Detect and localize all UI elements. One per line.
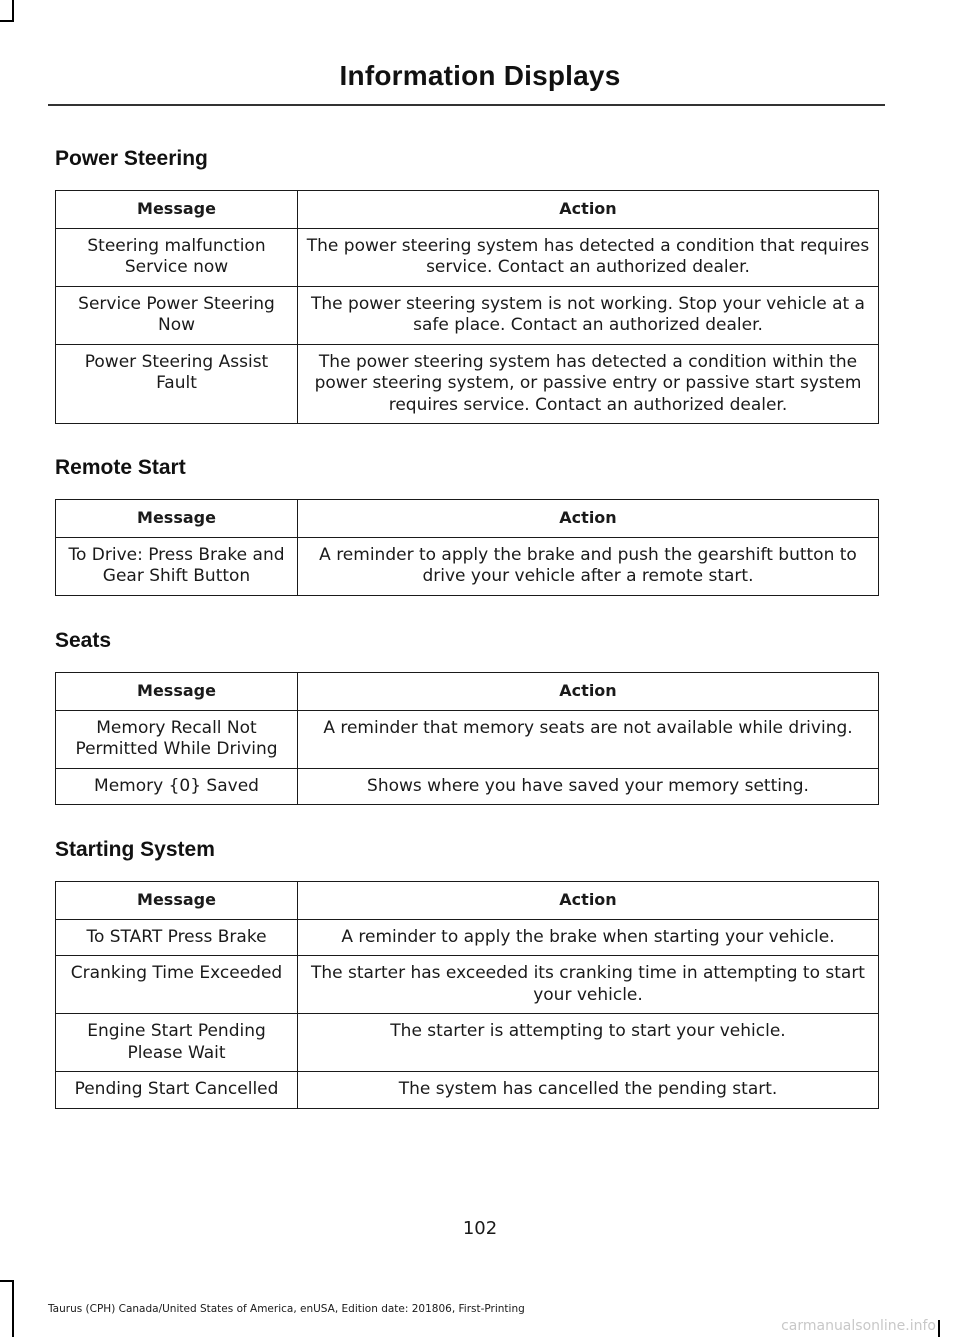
messages-table [55, 672, 879, 805]
table-row [56, 344, 879, 424]
message-cell: Pending Start Cancelled [56, 1072, 298, 1109]
crop-mark-bottom-right-vertical [938, 1320, 940, 1337]
section-title: Power Steering [55, 147, 208, 170]
message-cell: Cranking Time Exceeded [56, 956, 298, 1014]
section-starting-system [55, 834, 878, 1099]
action-cell: The power steering system has detected a condition within the power steering system, or passive entry or passive start system requires service. Contact an authorized dealer. [298, 344, 879, 424]
section-seats [55, 625, 878, 796]
column-header-message: Message [56, 191, 298, 229]
crop-mark-bottom-left-vertical [12, 1280, 14, 1337]
crop-mark-bottom-left-horizontal [0, 1280, 14, 1282]
messages-table [55, 881, 879, 1109]
table-row [56, 1014, 879, 1072]
table-row [56, 919, 879, 956]
table-row [56, 228, 879, 286]
column-header-action: Action [298, 191, 879, 229]
page-number: 102 [462, 1218, 498, 1239]
column-header-message: Message [56, 500, 298, 538]
table-row [56, 1072, 879, 1109]
action-cell: Shows where you have saved your memory setting. [298, 768, 879, 805]
column-header-message: Message [56, 882, 298, 920]
action-cell: The starter is attempting to start your vehicle. [298, 1014, 879, 1072]
section-power-steering [55, 143, 878, 415]
table-header-row [56, 673, 879, 711]
header-divider [48, 104, 885, 106]
table-header-row [56, 191, 879, 229]
message-cell: Service Power Steering Now [56, 286, 298, 344]
column-header-action: Action [298, 673, 879, 711]
footer-edition-info: Taurus (CPH) Canada/United States of America, enUSA, Edition date: 201806, First-Printing [48, 1303, 525, 1315]
column-header-message: Message [56, 673, 298, 711]
message-cell: To START Press Brake [56, 919, 298, 956]
column-header-action: Action [298, 882, 879, 920]
table-row [56, 956, 879, 1014]
section-title: Remote Start [55, 456, 186, 479]
section-remote-start [55, 452, 878, 586]
table-row [56, 768, 879, 805]
message-cell: Power Steering Assist Fault [56, 344, 298, 424]
column-header-action: Action [298, 500, 879, 538]
action-cell: The power steering system is not working. Stop your vehicle at a safe place. Contact an authorized dealer. [298, 286, 879, 344]
crop-mark-top-left-horizontal [0, 20, 14, 22]
action-cell: The starter has exceeded its cranking time in attempting to start your vehicle. [298, 956, 879, 1014]
message-cell: Steering malfunction Service now [56, 228, 298, 286]
section-title: Starting System [55, 838, 215, 861]
action-cell: A reminder to apply the brake when starting your vehicle. [298, 919, 879, 956]
message-cell: To Drive: Press Brake and Gear Shift Button [56, 537, 298, 595]
message-cell: Memory Recall Not Permitted While Driving [56, 710, 298, 768]
table-row [56, 710, 879, 768]
action-cell: The power steering system has detected a condition that requires service. Contact an authorized dealer. [298, 228, 879, 286]
crop-mark-top-left-vertical [12, 0, 14, 20]
table-header-row [56, 882, 879, 920]
messages-table [55, 190, 879, 424]
message-cell: Memory {0} Saved [56, 768, 298, 805]
page-header-title: Information Displays [339, 60, 621, 91]
table-header-row [56, 500, 879, 538]
action-cell: A reminder that memory seats are not available while driving. [298, 710, 879, 768]
messages-table [55, 499, 879, 596]
watermark: carmanualsonline.info [781, 1318, 936, 1334]
message-cell: Engine Start Pending Please Wait [56, 1014, 298, 1072]
action-cell: A reminder to apply the brake and push the gearshift button to drive your vehicle after a remote start. [298, 537, 879, 595]
action-cell: The system has cancelled the pending start. [298, 1072, 879, 1109]
table-row [56, 286, 879, 344]
table-row [56, 537, 879, 595]
section-title: Seats [55, 629, 112, 652]
